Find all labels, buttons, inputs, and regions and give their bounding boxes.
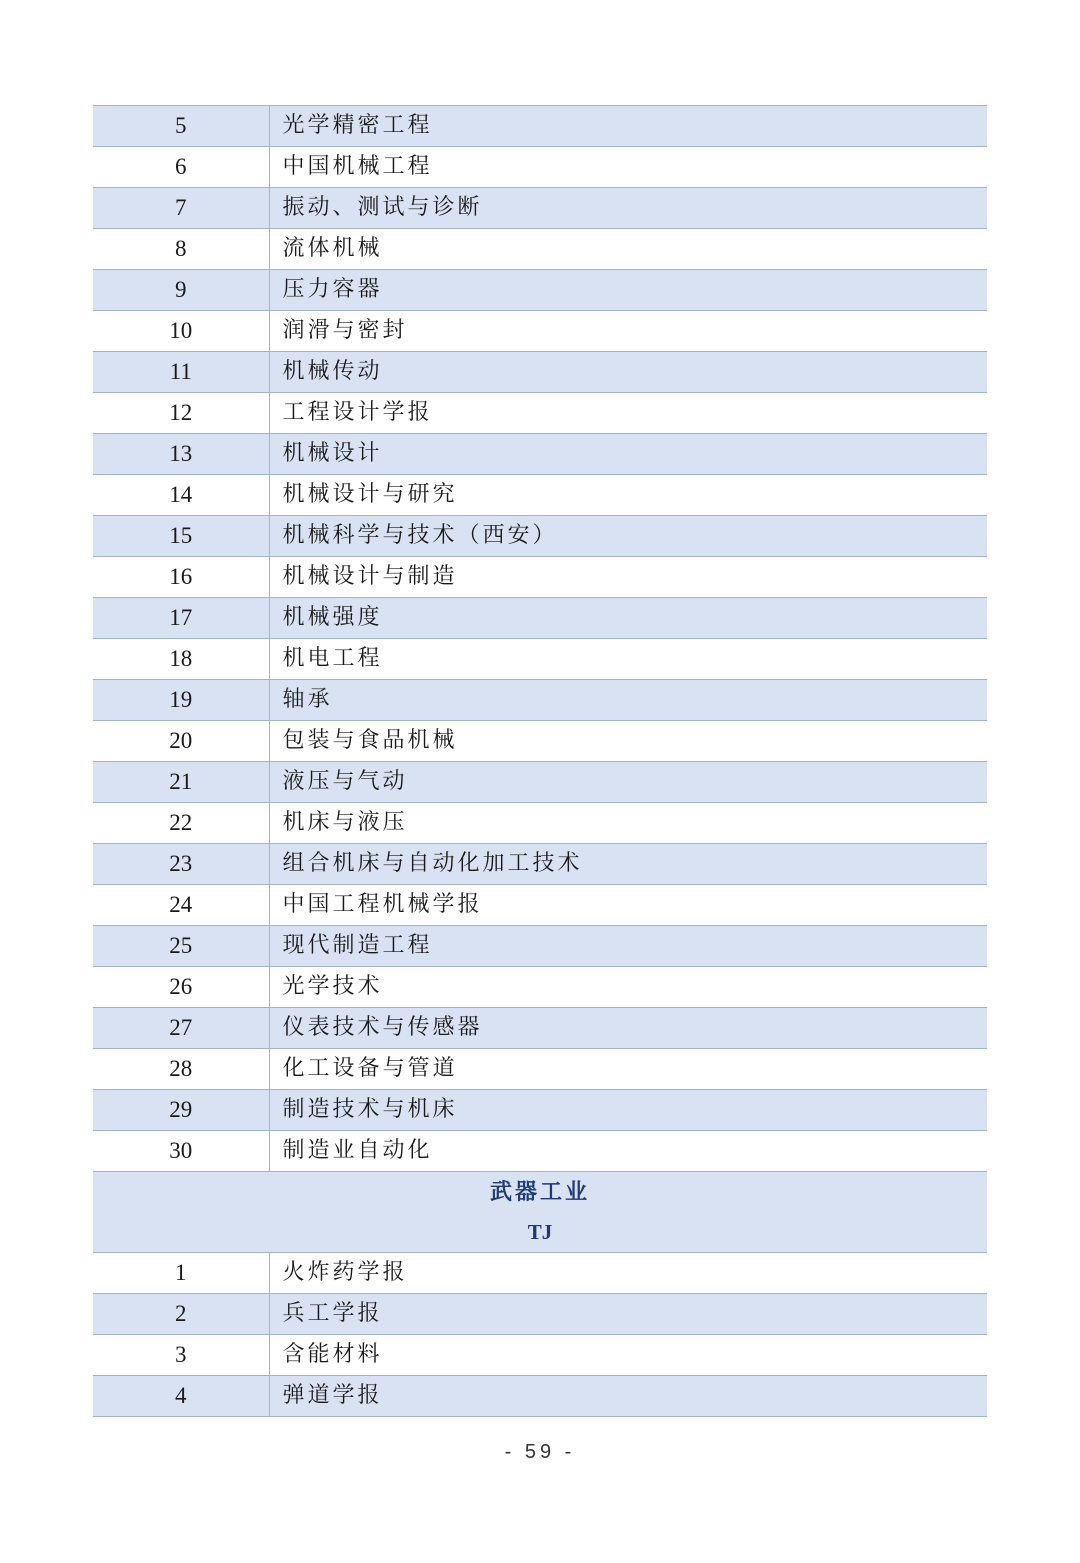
table-row <box>93 188 987 229</box>
row-number: 15 <box>93 516 269 557</box>
table-row <box>93 926 987 967</box>
journal-name: 机械设计与研究 <box>269 475 987 516</box>
journal-name: 火炸药学报 <box>269 1253 987 1294</box>
journal-list-table <box>93 105 987 1417</box>
row-number: 10 <box>93 311 269 352</box>
section-header-row <box>93 1172 987 1253</box>
journal-name: 机械传动 <box>269 352 987 393</box>
journal-name: 机械科学与技术（西安） <box>269 516 987 557</box>
table-row <box>93 1294 987 1335</box>
journal-name: 组合机床与自动化加工技术 <box>269 844 987 885</box>
row-number: 3 <box>93 1335 269 1376</box>
journal-name: 液压与气动 <box>269 762 987 803</box>
row-number: 18 <box>93 639 269 680</box>
journal-name: 兵工学报 <box>269 1294 987 1335</box>
journal-name: 机械设计 <box>269 434 987 475</box>
row-number: 25 <box>93 926 269 967</box>
table-row <box>93 680 987 721</box>
table-row <box>93 639 987 680</box>
journal-name: 流体机械 <box>269 229 987 270</box>
row-number: 26 <box>93 967 269 1008</box>
table-row <box>93 885 987 926</box>
table-row <box>93 311 987 352</box>
table-row <box>93 147 987 188</box>
row-number: 1 <box>93 1253 269 1294</box>
table-row <box>93 844 987 885</box>
journal-name: 振动、测试与诊断 <box>269 188 987 229</box>
journal-name: 光学技术 <box>269 967 987 1008</box>
journal-rows-weapons <box>93 1253 987 1417</box>
section-code: TJ <box>527 1220 553 1244</box>
journal-name: 工程设计学报 <box>269 393 987 434</box>
journal-name: 机电工程 <box>269 639 987 680</box>
row-number: 28 <box>93 1049 269 1090</box>
journal-name: 中国机械工程 <box>269 147 987 188</box>
row-number: 7 <box>93 188 269 229</box>
table-row <box>93 516 987 557</box>
journal-name: 现代制造工程 <box>269 926 987 967</box>
row-number: 16 <box>93 557 269 598</box>
journal-name: 仪表技术与传感器 <box>269 1008 987 1049</box>
table-row <box>93 762 987 803</box>
row-number: 21 <box>93 762 269 803</box>
row-number: 20 <box>93 721 269 762</box>
journal-name: 机械设计与制造 <box>269 557 987 598</box>
section-header-group <box>93 1172 987 1253</box>
row-number: 14 <box>93 475 269 516</box>
row-number: 30 <box>93 1131 269 1172</box>
row-number: 27 <box>93 1008 269 1049</box>
journal-name: 压力容器 <box>269 270 987 311</box>
table-row <box>93 557 987 598</box>
table-row <box>93 1376 987 1417</box>
table-row <box>93 1253 987 1294</box>
section-header-cell <box>93 1172 987 1253</box>
table-row <box>93 475 987 516</box>
journal-name: 制造技术与机床 <box>269 1090 987 1131</box>
table-row <box>93 967 987 1008</box>
journal-name: 机床与液压 <box>269 803 987 844</box>
row-number: 11 <box>93 352 269 393</box>
row-number: 2 <box>93 1294 269 1335</box>
table-row <box>93 229 987 270</box>
row-number: 22 <box>93 803 269 844</box>
journal-name: 光学精密工程 <box>269 106 987 147</box>
table-row <box>93 106 987 147</box>
row-number: 23 <box>93 844 269 885</box>
row-number: 17 <box>93 598 269 639</box>
row-number: 29 <box>93 1090 269 1131</box>
row-number: 8 <box>93 229 269 270</box>
section-title: 武器工业 <box>489 1179 590 1205</box>
journal-name: 弹道学报 <box>269 1376 987 1417</box>
journal-name: 制造业自动化 <box>269 1131 987 1172</box>
table-row <box>93 1090 987 1131</box>
table-row <box>93 1049 987 1090</box>
row-number: 6 <box>93 147 269 188</box>
table-row <box>93 1131 987 1172</box>
row-number: 12 <box>93 393 269 434</box>
table-row <box>93 270 987 311</box>
table-row <box>93 393 987 434</box>
journal-name: 中国工程机械学报 <box>269 885 987 926</box>
row-number: 19 <box>93 680 269 721</box>
journal-name: 含能材料 <box>269 1335 987 1376</box>
table-row <box>93 352 987 393</box>
row-number: 9 <box>93 270 269 311</box>
journal-rows-mechanical <box>93 106 987 1172</box>
table-row <box>93 1008 987 1049</box>
journal-name: 包装与食品机械 <box>269 721 987 762</box>
page-number: - 59 - <box>504 1441 576 1463</box>
table-row <box>93 721 987 762</box>
row-number: 24 <box>93 885 269 926</box>
journal-name: 润滑与密封 <box>269 311 987 352</box>
row-number: 4 <box>93 1376 269 1417</box>
table-row <box>93 1335 987 1376</box>
journal-name: 机械强度 <box>269 598 987 639</box>
table-row <box>93 434 987 475</box>
row-number: 5 <box>93 106 269 147</box>
journal-name: 化工设备与管道 <box>269 1049 987 1090</box>
table-row <box>93 598 987 639</box>
journal-name: 轴承 <box>269 680 987 721</box>
row-number: 13 <box>93 434 269 475</box>
table-row <box>93 803 987 844</box>
